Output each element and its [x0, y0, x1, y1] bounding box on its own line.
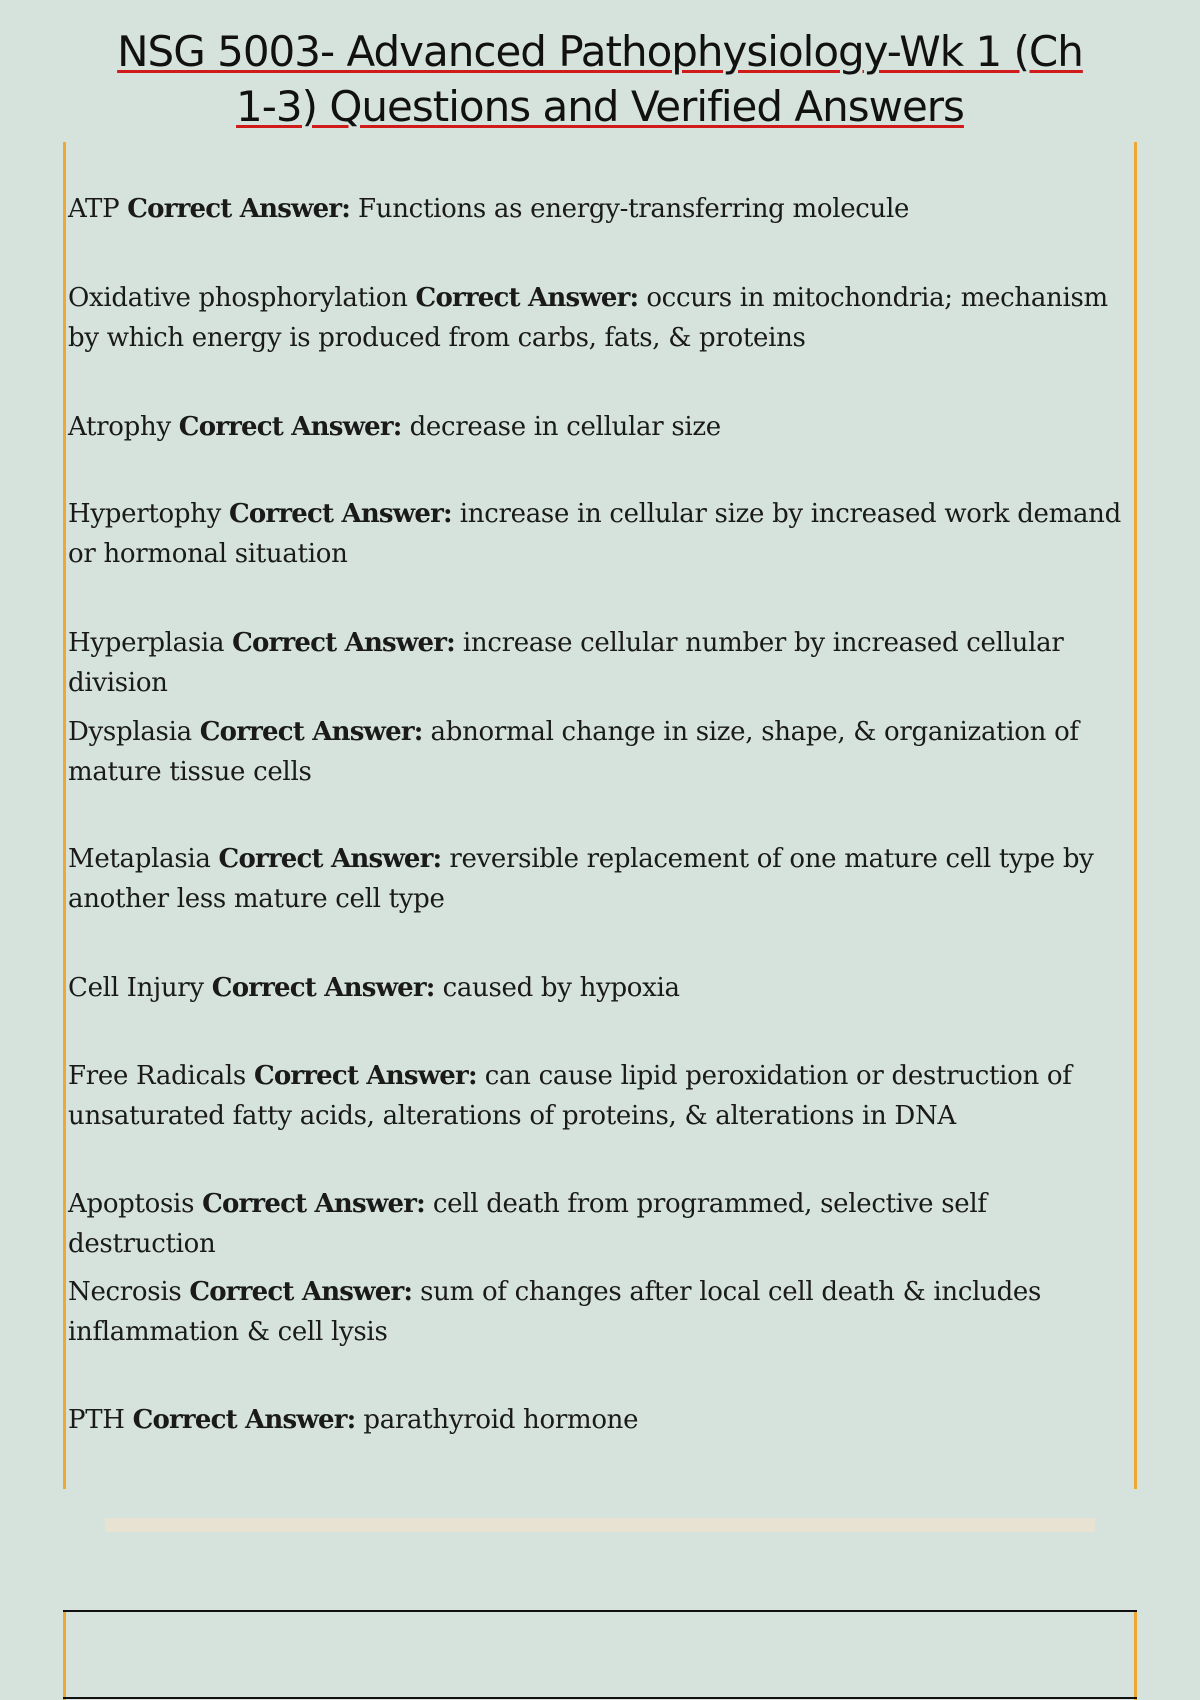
qa-entry-pth [68, 1400, 1128, 1440]
page-bottom-bar [105, 1518, 1095, 1532]
correct-answer-label: Correct Answer: [202, 1189, 425, 1219]
qa-entry-dysplasia [68, 712, 1128, 792]
document-title [40, 24, 1160, 134]
footer-box-top-rule [63, 1610, 1137, 1612]
qa-entry-free-radicals [68, 1056, 1128, 1136]
qa-entry-atp [68, 189, 1128, 229]
entry-answer: caused by hypoxia [442, 973, 680, 1003]
correct-answer-label: Correct Answer: [253, 1061, 477, 1091]
qa-entry-hyperplasia [68, 623, 1128, 703]
entry-term: Dysplasia [68, 717, 192, 747]
entry-term: Hyperplasia [68, 628, 225, 658]
entry-term: Oxidative phosphorylation [68, 283, 408, 313]
entry-answer: can cause lipid peroxidation or destruction of unsaturated fatty acids, alterations of proteins, & alterations in DNA [68, 1061, 1072, 1131]
entry-answer: increase in cellular size by increased work demand or hormonal situation [68, 499, 1121, 569]
entry-term: Apoptosis [68, 1189, 195, 1219]
correct-answer-label: Correct Answer: [211, 973, 435, 1003]
entry-answer: abnormal change in size, shape, & organization of mature tissue cells [68, 717, 1079, 787]
entry-term: PTH [68, 1405, 125, 1435]
qa-entry-oxidative-phosphorylation [68, 278, 1128, 358]
qa-entry-metaplasia [68, 839, 1128, 919]
correct-answer-label: Correct Answer: [218, 844, 442, 874]
entry-answer: reversible replacement of one mature cell type by another less mature cell type [68, 844, 1094, 914]
title-line-2: 1-3) Questions and Verified Answers [236, 82, 964, 131]
correct-answer-label: Correct Answer: [132, 1405, 356, 1435]
entry-term: Metaplasia [68, 844, 211, 874]
footer-box-left-border [63, 1612, 66, 1700]
page-border-right [1134, 142, 1137, 1489]
correct-answer-label: Correct Answer: [228, 499, 452, 529]
footer-box-bottom-rule [63, 1697, 1137, 1699]
entry-term: Atrophy [68, 412, 171, 442]
qa-entry-hypertophy [68, 494, 1128, 574]
qa-entry-apoptosis [68, 1184, 1128, 1264]
entry-answer: increase cellular number by increased cellular division [68, 628, 1064, 698]
title-line-1: NSG 5003- Advanced Pathophysiology-Wk 1 (Ch [117, 27, 1083, 76]
qa-entry-necrosis [68, 1272, 1128, 1352]
correct-answer-label: Correct Answer: [232, 628, 455, 658]
entry-term: Free Radicals [68, 1061, 246, 1091]
entry-term: Cell Injury [68, 973, 204, 1003]
footer-box-right-border [1134, 1612, 1137, 1700]
correct-answer-label: Correct Answer: [199, 717, 423, 747]
entry-answer: cell death from programmed, selective self destruction [68, 1189, 987, 1259]
entry-term: Hypertophy [68, 499, 222, 529]
correct-answer-label: Correct Answer: [415, 283, 639, 313]
page-border-left [63, 142, 66, 1489]
entry-answer: Functions as energy-transferring molecule [358, 194, 910, 224]
qa-entry-atrophy [68, 407, 1128, 447]
qa-entry-cell-injury [68, 968, 1128, 1008]
correct-answer-label: Correct Answer: [127, 194, 351, 224]
entry-term: ATP [68, 194, 120, 224]
entry-term: Necrosis [68, 1277, 182, 1307]
correct-answer-label: Correct Answer: [178, 412, 402, 442]
entry-answer: occurs in mitochondria; mechanism by which energy is produced from carbs, fats, & proteins [68, 283, 1108, 353]
correct-answer-label: Correct Answer: [189, 1277, 413, 1307]
entry-answer: sum of changes after local cell death & includes inflammation & cell lysis [68, 1277, 1042, 1347]
entry-answer: decrease in cellular size [409, 412, 721, 442]
entry-answer: parathyroid hormone [363, 1405, 639, 1435]
